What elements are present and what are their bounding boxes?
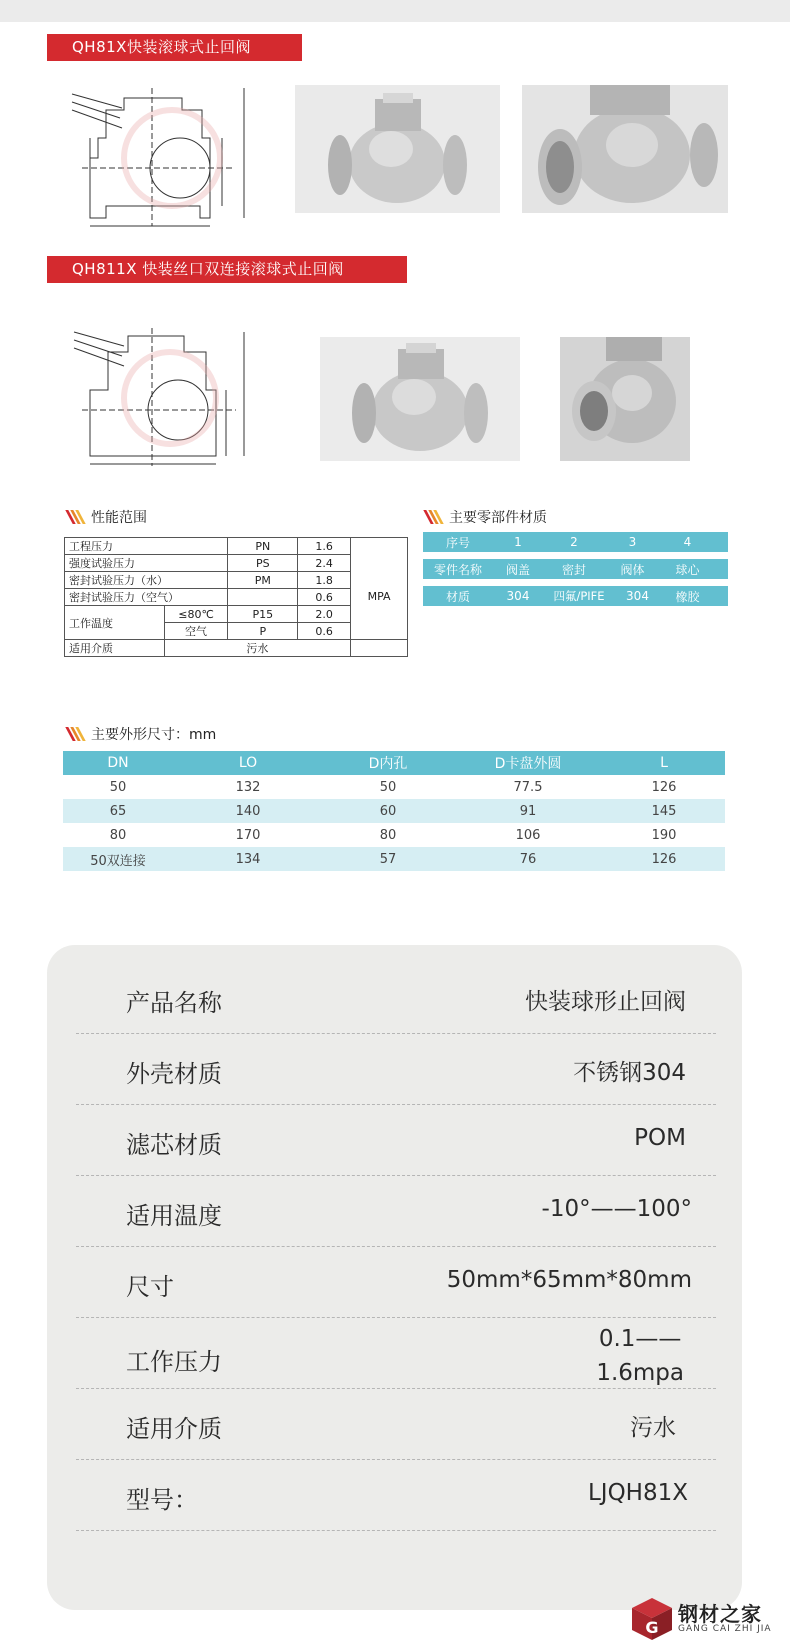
valve-drawing-1-svg bbox=[62, 78, 284, 228]
valve-photo-4-svg bbox=[560, 337, 690, 461]
table-row: 工作温度 ≤80℃ P15 2.0 bbox=[65, 606, 408, 623]
divider bbox=[76, 1530, 716, 1531]
materials-table bbox=[423, 532, 728, 613]
spec-row-shell-material: 外壳材质 不锈钢304 bbox=[76, 1034, 716, 1105]
table-row: 80 170 80 106 190 bbox=[109, 827, 677, 843]
dimensions-heading: 主要外形尺寸：mm bbox=[67, 724, 216, 744]
table-row: 材质 304 四氟/PIFE 304 橡胶 bbox=[423, 586, 728, 606]
spec-row-size: 尺寸 50mm*65mm*80mm bbox=[76, 1247, 716, 1318]
spec-row-medium: 适用介质 污水 bbox=[76, 1389, 716, 1460]
table-row: 50 132 50 77.5 126 bbox=[109, 779, 677, 795]
valve-photo-2 bbox=[522, 85, 728, 213]
dimensions-table bbox=[63, 751, 725, 871]
valve-photo-3-svg bbox=[320, 337, 520, 461]
table-row: 适用介质 污水 bbox=[65, 640, 408, 657]
valve-photo-4 bbox=[560, 337, 690, 461]
valve-drawing-1 bbox=[62, 78, 284, 228]
table-row: 零件名称 阀盖 密封 阀体 球心 bbox=[423, 559, 728, 579]
table-row: 空气 P 0.6 bbox=[65, 623, 408, 640]
logo: G 钢材之家 GANG CAI ZHI JIA bbox=[630, 1594, 790, 1646]
table-row: 50双连接 134 57 76 126 bbox=[63, 847, 725, 871]
valve-photo-1-svg bbox=[295, 85, 500, 213]
spec-card bbox=[47, 945, 742, 1610]
section1-banner: QH81X快装滚球式止回阀 bbox=[47, 34, 302, 61]
table-row: 强度试验压力 PS 2.4 MPA bbox=[65, 555, 408, 572]
spec-row-pressure: 工作压力 0.1—— 1.6mpa bbox=[76, 1318, 716, 1389]
spec-row-product-name: 产品名称 快装球形止回阀 bbox=[76, 963, 716, 1034]
spec-row-model: 型号： LJQH81X bbox=[76, 1460, 716, 1531]
valve-drawing-2-svg bbox=[66, 320, 284, 468]
materials-heading: 主要零部件材质 bbox=[425, 507, 547, 527]
valve-drawing-2 bbox=[66, 320, 284, 468]
cube-logo-icon bbox=[630, 1596, 674, 1642]
table-row: 序号 1 2 3 4 bbox=[423, 532, 728, 552]
performance-table bbox=[64, 537, 408, 657]
stripes-icon bbox=[67, 727, 85, 741]
valve-photo-3 bbox=[320, 337, 520, 461]
table-row: 密封试验压力（空气） 0.6 bbox=[65, 589, 408, 606]
spec-row-filter-material: 滤芯材质 POM bbox=[76, 1105, 716, 1176]
valve-photo-2-svg bbox=[522, 85, 728, 213]
valve-photo-1 bbox=[295, 85, 500, 213]
stripes-icon bbox=[425, 510, 443, 524]
top-strip bbox=[0, 0, 790, 22]
table-header-row: DN LO D内孔 D卡盘外圆 L bbox=[63, 751, 725, 775]
section2-banner: QH811X 快装丝口双连接滚球式止回阀 bbox=[47, 256, 407, 283]
stripes-icon bbox=[67, 510, 85, 524]
table-row: 工程压力 PN 1.6 bbox=[65, 538, 408, 555]
unit-cell: MPA bbox=[351, 555, 408, 640]
spec-row-temperature: 适用温度 -10°——100° bbox=[76, 1176, 716, 1247]
performance-heading: 性能范围 bbox=[67, 507, 147, 527]
table-row: 65 140 60 91 145 bbox=[63, 799, 725, 823]
table-row: 密封试验压力（水） PM 1.8 bbox=[65, 572, 408, 589]
svg-text:G: G bbox=[645, 1618, 659, 1637]
